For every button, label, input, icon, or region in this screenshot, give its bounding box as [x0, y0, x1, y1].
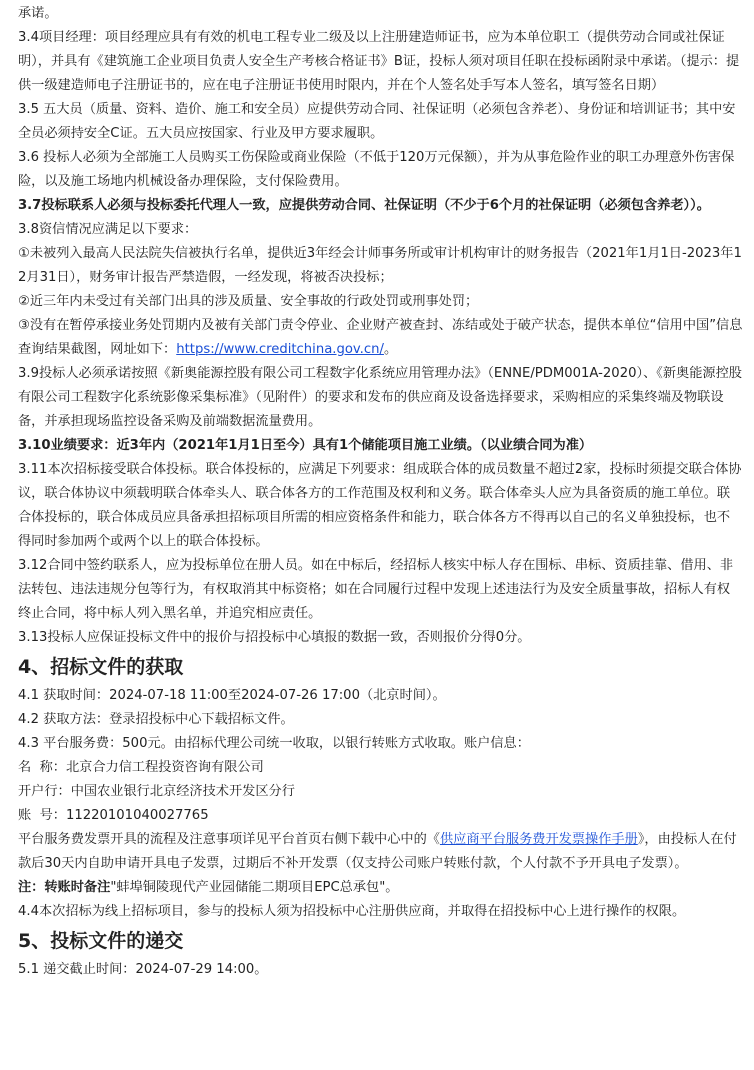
item-3-4: 3.4项目经理：项目经理应具有有效的机电工程专业二级及以上注册建造师证书，应为本单位职工（提供劳动合同或社保证明），并具有《建筑施工企业项目负责人安全生产考核合格证书》B证，投标人须对项目任职在投标函附录中承诺。（提示：提供一级建造师电子注册证书的，应在电子注册证书使用时限内，并在个人签名处手写本人签名，填写签名日期） [18, 30, 740, 93]
item-4-3: 4.3 平台服务费：500元。由招标代理公司统一收取，以银行转账方式收取。账户信息： [18, 736, 530, 751]
item-3-8-3 [18, 314, 743, 362]
section-5-heading: 5、投标文件的递交 [18, 930, 184, 952]
item-3-8-3-text: ③没有在暂停承接业务处罚期内及被有关部门责令停业、企业财产被查封、冻结或处于破产状态，提供本单位“信用中国”信息查询结果截图，网址如下： [18, 318, 743, 357]
item-3-8-1: ①未被列入最高人民法院失信被执行名单，提供近3年经会计师事务所或审计机构审计的财务报告（2021年1月1日-2023年12月31日），财务审计报告严禁造假，一经发现，将被否决投标； [18, 246, 742, 285]
item-3-10: 3.10业绩要求：近3年内（2021年1月1日至今）具有1个储能项目施工业绩。（以业绩合同为准） [18, 438, 593, 453]
document-body [18, 2, 743, 982]
item-3-7: 3.7投标联系人必须与投标委托代理人一致，应提供劳动合同、社保证明（不少于6个月的社保证明（必须包含养老））。 [18, 198, 710, 213]
item-3-6: 3.6 投标人必须为全部施工人员购买工伤保险或商业保险（不低于120万元保额），并为从事危险作业的职工办理意外伤害保险，以及施工场地内机械设备办理保险，支付保险费用。 [18, 150, 735, 189]
account-number: 账 号：11220101040027765 [18, 808, 209, 823]
item-3-9: 3.9投标人必须承诺按照《新奥能源控股有限公司工程数字化系统应用管理办法》（ENNE/PDM001A-2020）、《新奥能源控股有限公司工程数字化系统影像采集标准》（见附件）的要求和发布的供应商及设备选择要求，采购相应的采集终端及物联设备，并承担现场监控设备采购及前端数据流量费用。 [18, 366, 742, 429]
transfer-note [18, 876, 743, 900]
section-4-heading: 4、招标文件的获取 [18, 656, 184, 678]
invoice-pre: 平台服务费发票开具的流程及注意事项详见平台首页右侧下载中心中的《 [18, 832, 440, 847]
invoice-info [18, 828, 743, 876]
text-line: 承诺。 [18, 6, 58, 21]
invoice-post: 》，由投标人在付款后30天内自助申请开具电子发票，过期后不补开发票（仅支持公司账户转账付款，个人付款不予开具电子发票）。 [18, 832, 737, 871]
item-3-8-3-end: 。 [383, 342, 398, 357]
item-3-12: 3.12合同中签约联系人，应为投标单位在册人员。如在中标后，经招标人核实中标人存在围标、串标、资质挂靠、借用、非法转包、违法违规分包等行为，有权取消其中标资格；如在合同履行过程中发现上述违法行为及安全质量事故，招标人有权终止合同，将中标人列入黑名单，并追究相应责任。 [18, 558, 734, 621]
item-3-8: 3.8资信情况应满足以下要求： [18, 222, 198, 237]
account-name: 名 称：北京合力信工程投资咨询有限公司 [18, 760, 264, 775]
transfer-note-text: "蚌埠铜陵现代产业园储能二期项目EPC总承包"。 [110, 880, 399, 895]
item-4-2: 4.2 获取方法：登录招投标中心下载招标文件。 [18, 712, 294, 727]
item-4-1: 4.1 获取时间：2024-07-18 11:00至2024-07-26 17:00（北京时间）。 [18, 688, 446, 703]
creditchina-link[interactable]: https://www.creditchina.gov.cn/ [176, 342, 384, 357]
item-3-8-2: ②近三年内未受过有关部门出具的涉及质量、安全事故的行政处罚或刑事处罚； [18, 294, 479, 309]
account-bank: 开户行：中国农业银行北京经济技术开发区分行 [18, 784, 295, 799]
item-3-5: 3.5 五大员（质量、资料、造价、施工和安全员）应提供劳动合同、社保证明（必须包含养老）、身份证和培训证书；其中安全员必须持安全C证。五大员应按国家、行业及甲方要求履职。 [18, 102, 736, 141]
item-3-13: 3.13投标人应保证投标文件中的报价与招投标中心填报的数据一致，否则报价分得0分。 [18, 630, 531, 645]
item-3-11: 3.11本次招标接受联合体投标。联合体投标的，应满足下列要求：组成联合体的成员数量不超过2家，投标时须提交联合体协议，联合体协议中须载明联合体牵头人、联合体各方的工作范围及权利和义务。联合体牵头人应为具备资质的施工单位。联合体投标的，联合体成员应具备承担招标项目所需的相应资格条件和能力，联合体各方不得再以自己的名义单独投标，也不得同时参加两个或两个以上的联合体投标。 [18, 462, 742, 549]
item-4-4: 4.4本次招标为线上招标项目，参与的投标人须为招投标中心注册供应商，并取得在招投标中心上进行操作的权限。 [18, 904, 686, 919]
transfer-note-label: 注：转账时备注 [18, 880, 111, 895]
invoice-manual-link[interactable]: 供应商平台服务费开发票操作手册 [440, 832, 638, 847]
item-5-1: 5.1 递交截止时间：2024-07-29 14:00。 [18, 962, 268, 977]
